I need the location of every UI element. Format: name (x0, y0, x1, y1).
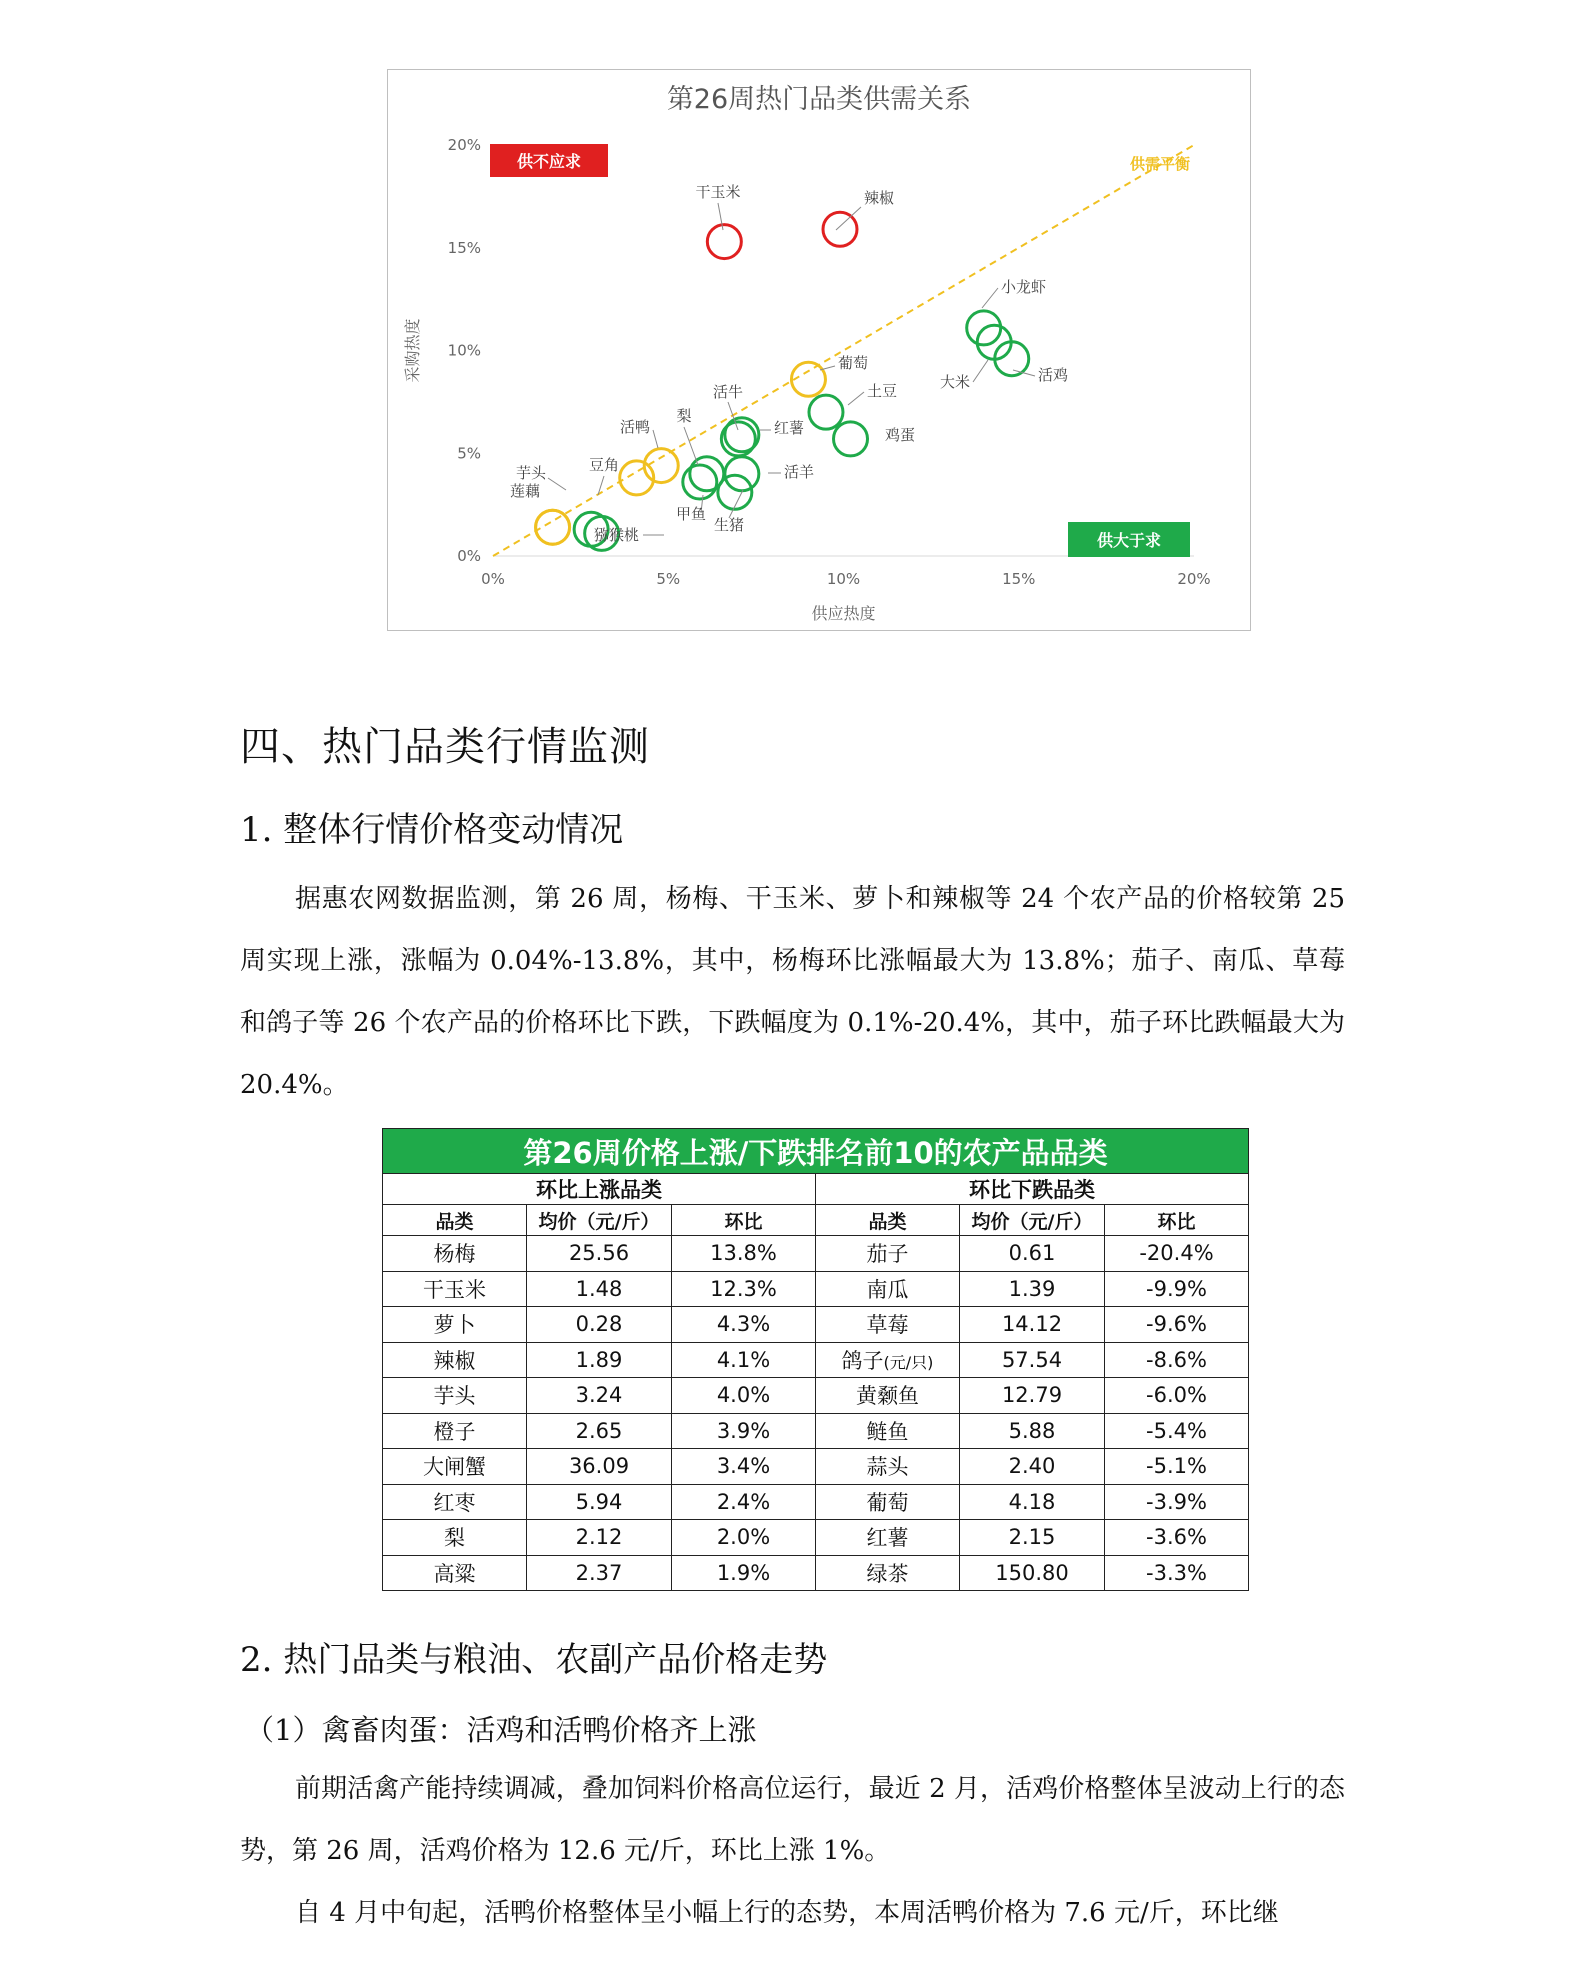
leader-line (982, 288, 998, 308)
data-point (536, 510, 570, 544)
table-cell: 57.54 (960, 1342, 1105, 1378)
table-cell: 36.09 (527, 1449, 672, 1485)
y-tick-label: 10% (447, 341, 481, 360)
table-cell: 2.12 (527, 1520, 672, 1556)
y-axis-label: 采购热度 (403, 318, 422, 383)
supply-demand-chart (387, 69, 1251, 631)
point-label: 梨 (676, 407, 692, 425)
table-cell: 0.28 (527, 1307, 672, 1343)
table-cell: 12.79 (960, 1378, 1105, 1414)
table-cell: 黄颡鱼 (816, 1378, 960, 1414)
x-axis-label: 供应热度 (811, 604, 876, 623)
point-label: 鸡蛋 (885, 426, 916, 444)
table-cell: 14.12 (960, 1307, 1105, 1343)
table-cell: -5.4% (1105, 1413, 1249, 1449)
table-cell: 4.0% (672, 1378, 816, 1414)
point-label: 生猪 (713, 516, 745, 534)
x-tick-label: 0% (481, 570, 505, 588)
table-cell: -5.1% (1105, 1449, 1249, 1485)
subsection-heading-trend: 2. 热门品类与粮油、农副产品价格走势 (240, 1640, 828, 1680)
table-cell: -9.6% (1105, 1307, 1249, 1343)
x-tick-label: 20% (1177, 570, 1211, 588)
leader-line (653, 430, 658, 448)
table-cell: 葡萄 (816, 1484, 960, 1520)
point-label: 红薯 (774, 419, 805, 437)
table-cell: 大闸蟹 (383, 1449, 527, 1485)
point-label: 猕猴桃 (593, 526, 639, 544)
subsection-heading-overall: 1. 整体行情价格变动情况 (240, 810, 624, 850)
point-label: 小龙虾 (1001, 278, 1047, 296)
table-cell: 辣椒 (383, 1342, 527, 1378)
table-cell: 2.0% (672, 1520, 816, 1556)
table-cell: 茄子 (816, 1236, 960, 1272)
table-row (383, 1236, 1249, 1272)
table-cell: 0.61 (960, 1236, 1105, 1272)
fall-group-header: 环比下跌品类 (816, 1174, 1249, 1205)
table-cell: 高粱 (383, 1555, 527, 1591)
paragraph-duck: 自 4 月中旬起，活鸭价格整体呈小幅上行的态势，本周活鸭价格为 7.6 元/斤，环比继 (295, 1898, 1279, 1928)
y-tick-label: 15% (447, 238, 481, 257)
col-header: 品类 (816, 1205, 960, 1236)
x-tick-label: 10% (826, 570, 861, 588)
surplus-label: 供大于求 (1096, 531, 1162, 550)
rise-group-header: 环比上涨品类 (383, 1174, 816, 1205)
col-header: 环比 (1105, 1205, 1249, 1236)
table-cell: 13.8% (672, 1236, 816, 1272)
table-cell: 芋头 (383, 1378, 527, 1414)
table-cell: 蒜头 (816, 1449, 960, 1485)
table-cell: 25.56 (527, 1236, 672, 1272)
table-cell: 4.18 (960, 1484, 1105, 1520)
table-cell: 1.39 (960, 1271, 1105, 1307)
table-cell: 1.48 (527, 1271, 672, 1307)
table-cell: -9.9% (1105, 1271, 1249, 1307)
table-cell: -3.6% (1105, 1520, 1249, 1556)
table-cell: 2.15 (960, 1520, 1105, 1556)
paragraph-overall: 据惠农网数据监测，第 26 周，杨梅、干玉米、萝卜和辣椒等 24 个农产品的价格较第 25 周实现上涨，涨幅为 0.04%-13.8%，其中，杨梅环比涨幅最大为 13.8%；茄子、南瓜、草莓和鸽子等 26 个农产品的价格环比下跌，下跌幅度为 0.1%-20.4%，其中，茄子环比跌幅最大为 20.4%。 (240, 884, 1345, 1100)
data-point (725, 457, 759, 491)
scatter-plot (388, 70, 1250, 630)
point-label: 土豆 (867, 382, 898, 400)
table-row (383, 1449, 1249, 1485)
data-point (791, 362, 825, 396)
leader-line (973, 360, 988, 382)
table-cell: 2.40 (960, 1449, 1105, 1485)
leader-line (848, 392, 864, 405)
point-label: 干玉米 (695, 183, 741, 201)
table-cell: 绿茶 (816, 1555, 960, 1591)
table-cell: 3.24 (527, 1378, 672, 1414)
table-cell: 杨梅 (383, 1236, 527, 1272)
table-cell: 4.3% (672, 1307, 816, 1343)
table-cell: 5.88 (960, 1413, 1105, 1449)
table-cell: 红枣 (383, 1484, 527, 1520)
table-cell: -6.0% (1105, 1378, 1249, 1414)
point-label: 活鸡 (1038, 366, 1069, 384)
table-cell: 干玉米 (383, 1271, 527, 1307)
leader-line (729, 490, 743, 518)
col-header: 品类 (383, 1205, 527, 1236)
table-cell: 橙子 (383, 1413, 527, 1449)
y-tick-label: 0% (457, 547, 481, 565)
section-heading: 四、热门品类行情监测 (240, 724, 650, 770)
point-label: 活羊 (784, 463, 815, 481)
point-label: 活牛 (712, 383, 744, 401)
x-tick-label: 5% (656, 570, 681, 588)
point-label: 豆角 (588, 456, 620, 474)
col-header: 环比 (672, 1205, 816, 1236)
table-cell: -3.3% (1105, 1555, 1249, 1591)
table-cell: 3.4% (672, 1449, 816, 1485)
table-cell: 1.9% (672, 1555, 816, 1591)
point-label: 甲鱼 (675, 505, 707, 523)
table-cell: 5.94 (527, 1484, 672, 1520)
y-tick-label: 20% (447, 136, 481, 154)
table-row (383, 1484, 1249, 1520)
leader-line (548, 478, 566, 490)
table-cell: 150.80 (960, 1555, 1105, 1591)
table-cell: -3.9% (1105, 1484, 1249, 1520)
table-cell: 梨 (383, 1520, 527, 1556)
table-row (383, 1520, 1249, 1556)
point-label: 大米 (939, 373, 970, 391)
chart-title: 第26周热门品类供需关系 (666, 84, 972, 115)
table-cell: 3.9% (672, 1413, 816, 1449)
table-cell: -8.6% (1105, 1342, 1249, 1378)
point-label: 葡萄 (838, 354, 869, 372)
x-tick-label: 15% (1002, 570, 1036, 588)
point-label: 辣椒 (864, 189, 895, 207)
data-point (718, 475, 752, 509)
col-header: 均价（元/斤） (527, 1205, 672, 1236)
price-ranking-table (382, 1128, 1249, 1591)
table-cell: 红薯 (816, 1520, 960, 1556)
table-cell: 草莓 (816, 1307, 960, 1343)
table-row (383, 1555, 1249, 1591)
table-row (383, 1413, 1249, 1449)
balance-label: 供需平衡 (1129, 155, 1190, 173)
table-cell: -20.4% (1105, 1236, 1249, 1272)
point-label: 芋头 (515, 464, 546, 482)
data-point (707, 225, 741, 259)
table-row (383, 1342, 1249, 1378)
table-row (383, 1271, 1249, 1307)
table-cell: 萝卜 (383, 1307, 527, 1343)
table-cell: 1.89 (527, 1342, 672, 1378)
table-cell: 鲢鱼 (816, 1413, 960, 1449)
leader-line (684, 427, 698, 465)
shortage-label: 供不应求 (516, 152, 582, 171)
table-cell: 2.37 (527, 1555, 672, 1591)
table-row (383, 1307, 1249, 1343)
table-cell: 12.3% (672, 1271, 816, 1307)
data-point (823, 212, 857, 246)
table-cell: 鸽子(元/只) (816, 1342, 960, 1378)
data-point (809, 395, 843, 429)
table-row (383, 1378, 1249, 1414)
table-cell: 南瓜 (816, 1271, 960, 1307)
data-point (834, 422, 868, 456)
y-tick-label: 5% (457, 444, 481, 463)
table-title: 第26周价格上涨/下跌排名前10的农产品品类 (383, 1129, 1249, 1174)
table-cell: 4.1% (672, 1342, 816, 1378)
data-point (683, 465, 717, 499)
table-cell: 2.4% (672, 1484, 816, 1520)
point-label: 莲藕 (509, 482, 540, 500)
table-cell: 2.65 (527, 1413, 672, 1449)
col-header: 均价（元/斤） (960, 1205, 1105, 1236)
sub-subsection-heading-livestock: （1）禽畜肉蛋：活鸡和活鸭价格齐上涨 (245, 1713, 757, 1747)
paragraph-chicken: 前期活禽产能持续调减，叠加饲料价格高位运行，最近 2 月，活鸡价格整体呈波动上行的态势，第 26 周，活鸡价格为 12.6 元/斤，环比上涨 1%。 (240, 1774, 1345, 1866)
point-label: 活鸭 (619, 418, 650, 436)
